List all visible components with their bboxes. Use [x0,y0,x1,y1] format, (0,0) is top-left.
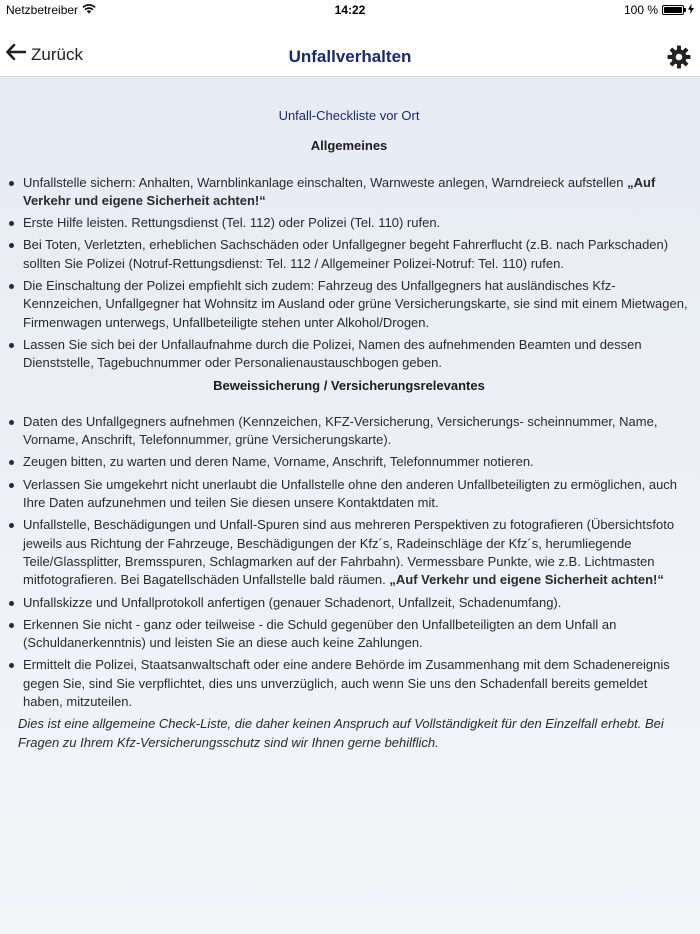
battery-percent: 100 % [623,3,658,17]
list-item-text: Bei Toten, Verletzten, erheblichen Sachschäden oder Unfallgegner begeht Fahrerflucht (z.B. nach Parkschaden) sollten Sie Polizei (Notruf-Rettungsdienst: Tel. 112 / Allgemeiner Polizei-Notruf: Tel. 110) rufen. [23,237,669,271]
page-title: Unfallverhalten [288,47,412,66]
list-item-text: Die Einschaltung der Polizei empfiehlt sich zudem: Fahrzeug des Unfallgegners hat ausländisches Kfz-Kennzeichen, Unfallgegner hat Wohnsitz im Ausland oder grüne Versicherungskarte, sie sind mit einem Mietwagen, Firmenwagen unterwegs, Unfallbeteiligte stehen unter Alkohol/Drogen. [23,278,688,330]
list-item-text: Daten des Unfallgegners aufnehmen (Kennzeichen, KFZ-Versicherung, Versicherungs- scheinnummer, Name, Vorname, Anschrift, Telefonnummer, grüne Versicherungskarte). [23,413,658,448]
list-item [8,214,690,232]
list-item-emphasis: „Auf Verkehr und eigene Sicherheit achten!“ [23,174,656,208]
status-right [624,3,694,17]
list-item-text: Verlassen Sie umgekehrt nicht unerlaubt die Unfallstelle ohne den anderen Unfallbeteiligten zu ermöglichen, auch Ihre Daten aufzunehmen und teilen Sie diesen unsere Kontaktdaten mit. [23,476,678,511]
list-item [8,516,690,589]
list-item-text: Unfallstelle sichern: Anhalten, Warnblinkanlage einschalten, Warnweste anlegen, Warndreieck aufstellen [23,174,628,190]
list-item-text: Zeugen bitten, zu warten und deren Name, Vorname, Anschrift, Telefonnummer notieren. [23,454,534,470]
list-item-text: Erste Hilfe leisten. Rettungsdienst (Tel. 112) oder Polizei (Tel. 110) rufen. [23,215,441,231]
list-item [8,174,690,211]
status-bar [0,0,700,20]
evidence-list [8,413,690,711]
list-item [8,413,690,450]
list-item-text: Erkennen Sie nicht - ganz oder teilweise - die Schuld gegenüber den Unfallbeteiligten an dem Unfall an (Schuldanerkenntnis) und leisten Sie an diese auch keine Zahlungen. [23,616,617,651]
status-time: 14:22 [334,3,366,17]
list-item-emphasis: „Auf Verkehr und eigene Sicherheit achten!“ [389,572,664,588]
list-item [8,236,690,273]
checklist-content [0,77,700,934]
list-item-text: Ermittelt die Polizei, Staatsanwaltschaft oder eine andere Behörde im Zusammenhang mit dem Schadenereignis gegen Sie, sind Sie verpflichtet, dies uns unverzüglich, auch wenn Sie uns den Schadenfall bereits gemeldet haben, mitzuteilen. [23,657,670,710]
battery-icon [662,5,684,15]
section-heading-general: Allgemeines [310,138,388,154]
list-item [8,336,690,373]
list-item-text: Lassen Sie sich bei der Unfallaufnahme durch die Polizei, Namen des aufnehmenden Beamten und dessen Dienststelle, Tagebuchnummer oder Personalienaustauschbogen geben. [23,336,642,371]
list-item [8,616,690,653]
gear-icon[interactable] [667,45,691,69]
general-list [8,174,690,373]
list-item [8,453,690,471]
list-item [8,476,690,513]
disclaimer-note: Dies ist eine allgemeine Check-Liste, die daher keinen Anspruch auf Vollständigkeit für den Einzelfall erhebt. Bei Fragen zu Ihrem Kfz-Versicherungsschutz sind wir Ihnen gerne behilflich. [18,716,664,750]
battery-fill [664,7,682,13]
list-item-text: Unfallstelle, Beschädigungen und Unfall-Spuren sind aus mehreren Perspektiven zu fotografieren (Übersichtsfoto jeweils aus Richtung der Fahrzeuge, Beschädigungen der Kfz´s, Radeinschläge der Kfz´s, herumliegende Teile/Glassplitter, Bremsspuren, Schlagmarken auf der Fahrbahn). Vermessbare Punkte, wie z.B. Lichtmasten mitfotografieren. Bei Bagatellschäden Unfallstelle bald räumen. [23,517,675,588]
list-item-text: Unfallskizze und Unfallprotokoll anfertigen (genauer Schadenort, Unfallzeit, Schadenumfang). [23,594,562,610]
navigation-bar [0,20,700,77]
list-item [8,656,690,711]
list-item [8,594,690,612]
checklist-title: Unfall-Checkliste vor Ort [278,108,420,123]
back-button-label: Zurück [31,44,83,64]
carrier-label: Netzbetreiber [6,3,79,17]
section-heading-evidence: Beweissicherung / Versicherungsrelevantes [213,377,485,393]
charging-icon [688,3,694,17]
list-item [8,277,690,332]
